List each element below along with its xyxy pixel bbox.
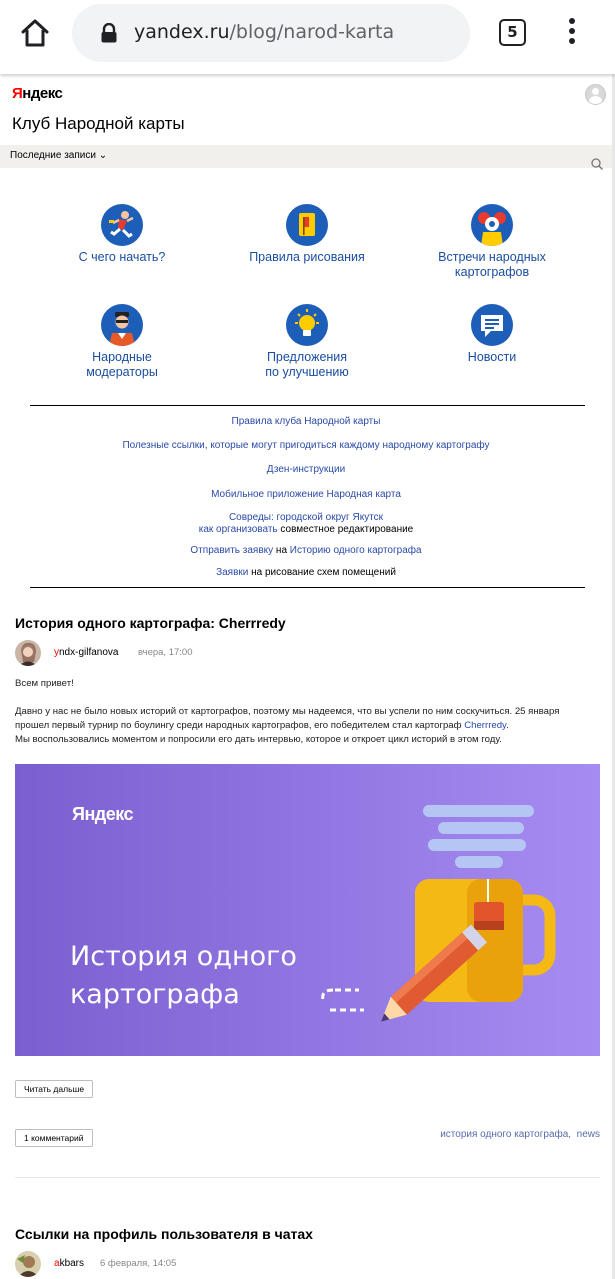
flag-icon <box>286 204 328 246</box>
divider <box>30 587 585 588</box>
link-cartographer-story[interactable]: Историю одного картографа <box>289 545 422 556</box>
lightbulb-icon <box>286 304 328 346</box>
divider <box>30 405 585 406</box>
moderator-icon <box>101 304 143 346</box>
post-date: 6 февраля, 14:05 <box>100 1258 177 1269</box>
link-mobile-app[interactable]: Мобильное приложение Народная карта <box>211 489 401 500</box>
tile-meetups[interactable] <box>412 204 572 280</box>
recent-posts-dropdown[interactable]: Последние записи ⌄ <box>10 150 108 161</box>
tile-label: С чего начать? <box>78 250 166 264</box>
tile-news[interactable] <box>412 304 572 365</box>
runner-icon <box>101 204 143 246</box>
home-icon[interactable] <box>18 16 52 50</box>
tile-label: Встречи народных <box>438 250 546 264</box>
post-separator <box>15 1177 600 1178</box>
tile-label: Правила рисования <box>249 250 365 264</box>
tab-switcher-button[interactable]: 5 <box>499 19 526 46</box>
link-text: на <box>273 545 290 556</box>
tile-suggestions[interactable] <box>227 304 387 380</box>
news-icon <box>471 304 513 346</box>
tile-label: Новости <box>467 350 517 364</box>
tile-moderators[interactable] <box>42 304 202 380</box>
banner-title: История одного картографа <box>70 941 297 1010</box>
lock-icon <box>100 23 118 43</box>
post-title[interactable]: Ссылки на профиль пользователя в чатах <box>15 1226 313 1242</box>
tile-getting-started[interactable] <box>42 204 202 265</box>
user-avatar[interactable] <box>585 84 606 105</box>
author-avatar[interactable] <box>15 1251 41 1277</box>
post-tags: история одного картографа, news <box>440 1129 600 1140</box>
comments-button[interactable]: 1 комментарий <box>15 1129 93 1147</box>
tile-label: по улучшению <box>265 365 349 379</box>
tag-link[interactable]: news <box>576 1129 600 1140</box>
post-greeting: Всем привет! <box>15 678 74 689</box>
read-more-button[interactable]: Читать дальше <box>15 1080 93 1098</box>
author-avatar[interactable] <box>15 640 41 666</box>
search-icon[interactable] <box>591 155 602 166</box>
banner-logo: Яндекс <box>72 804 134 824</box>
tile-label: Народные <box>92 350 152 364</box>
chevron-down-icon: ⌄ <box>98 150 108 161</box>
link-text: совместное редактирование <box>277 524 414 535</box>
author-name[interactable]: yndx-gilfanova <box>54 647 119 658</box>
link-club-rules[interactable]: Правила клуба Народной карты <box>231 416 381 427</box>
url-text <box>134 21 394 43</box>
post-paragraph: Давно у нас не было новых историй от картографов, поэтому мы надеемся, что вы успели по ним соскучиться. 25 января прошел первый турнир по боулингу среди народных картографов, его победителем стал картограф Cherrredy. Мы воспользовались моментом и попросили его дать интервью, которое и откроет цикл историй в этом году. <box>15 706 560 745</box>
post-date: вчера, 17:00 <box>138 647 193 658</box>
url-domain: yandex.ru <box>134 21 230 43</box>
tag-link[interactable]: история одного картографа <box>440 1129 569 1140</box>
people-icon <box>471 204 513 246</box>
post-banner-image[interactable] <box>15 764 600 1056</box>
tile-label: Предложения <box>266 350 348 364</box>
tile-label: картографов <box>454 265 530 279</box>
link-send-request[interactable]: Отправить заявку <box>190 545 274 556</box>
link-useful-links[interactable]: Полезные ссылки, которые могут пригодиться каждому народному картографу <box>122 440 490 451</box>
author-name[interactable]: akbars <box>54 1258 85 1269</box>
link-cherrredy[interactable]: Cherrredy <box>464 720 507 731</box>
blog-nav-bar <box>0 145 612 168</box>
address-bar[interactable] <box>72 4 470 62</box>
link-requests[interactable]: Заявки <box>216 567 249 578</box>
tile-label: модераторы <box>86 365 158 379</box>
link-text: на рисование схем помещений <box>248 567 396 578</box>
yandex-logo[interactable]: Яндекс <box>12 85 63 102</box>
browser-toolbar <box>0 0 615 74</box>
link-zen-instructions[interactable]: Дзен-инструкции <box>266 464 346 475</box>
tile-drawing-rules[interactable] <box>227 204 387 265</box>
url-path: /blog/narod-karta <box>229 21 395 43</box>
page-title[interactable]: Клуб Народной карты <box>12 114 185 133</box>
link-yakutsk-coeditors[interactable]: Совреды: городской округ Якутск <box>228 512 384 523</box>
link-how-to-organize[interactable]: как организовать <box>198 524 278 535</box>
post-title[interactable]: История одного картографа: Cherrredy <box>15 615 286 631</box>
overflow-menu-icon[interactable] <box>562 18 582 48</box>
